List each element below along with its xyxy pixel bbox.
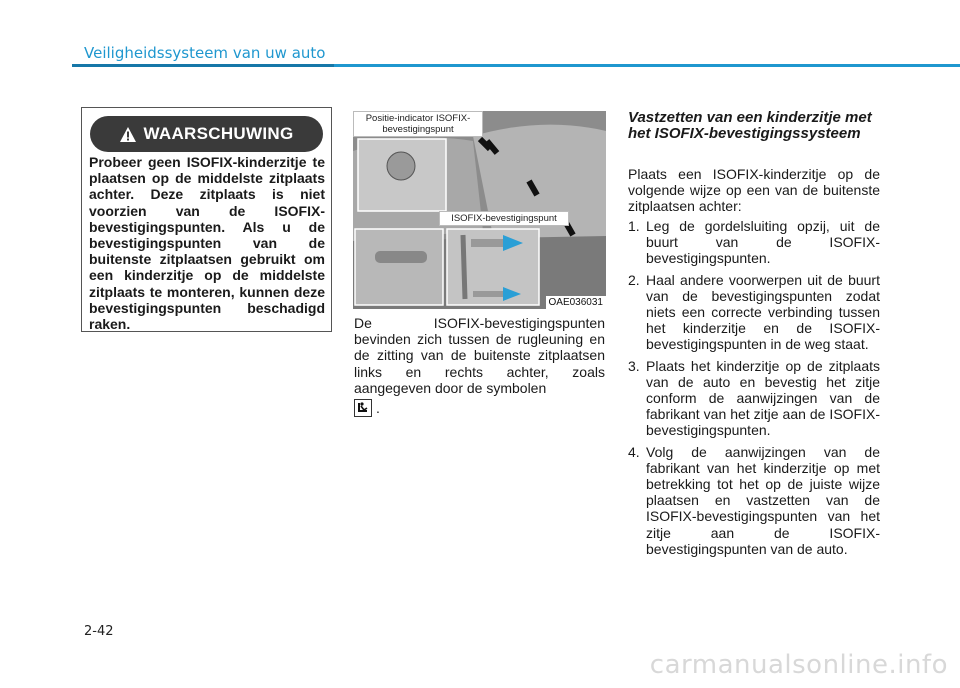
list-item <box>628 218 880 267</box>
section-header-title: Veiligheidssysteem van uw auto <box>84 44 326 62</box>
figure-code: OAE036031 <box>546 296 607 309</box>
isofix-child-seat-icon <box>354 399 372 417</box>
step-number: 2. <box>628 271 640 288</box>
step-number: 1. <box>628 218 640 234</box>
seat-illustration <box>353 111 606 309</box>
step-text: Volg de aanwijzingen van de fabrikant van het kinderzitje op met betrekking tot het op de juiste wijze plaatsen en vastzetten van de ISOFIX-bevestigingspunten van het zitje aan de ISOFIX-bevestigingspunten van de auto. <box>646 443 880 557</box>
warning-title: WAARSCHUWING <box>143 124 294 143</box>
step-text: Haal andere voorwerpen uit de buurt van de bevestigingspunten zodat niets een correcte verbinding tussen het kinderzitje en de ISOFIX-bevestigingspunten in de weg staat. <box>646 271 880 353</box>
figure-label-position-indicator: Positie-indicator ISOFIX-bevestigingspunt <box>353 111 483 137</box>
step-text: Plaats het kinderzitje op de zitplaats van de auto en bevestig het zitje conform de aanwijzingen van de fabrikant van het zitje aan de ISOFIX-bevestigingspunten. <box>646 357 880 439</box>
page-number: 2-42 <box>84 624 114 639</box>
step-text: Leg de gordelsluiting opzij, uit de buurt van de ISOFIX-bevestigingspunten. <box>646 218 880 267</box>
symbol-suffix: . <box>376 399 380 416</box>
watermark: carmanualsonline.info <box>649 650 948 680</box>
isofix-location-text: De ISOFIX-bevestigingspunten bevinden zich tussen de rugleuning en de zitting van de buitenste zitplaatsen links en rechts achter, zoals aangegeven door de symbolen <box>354 315 605 396</box>
list-item <box>628 272 880 353</box>
header-rule-accent <box>72 64 334 67</box>
section-intro: Plaats een ISOFIX-kinderzitje op de volgende wijze op een van de buitenste zitplaatsen achter: <box>628 166 880 215</box>
warning-header <box>90 116 323 152</box>
symbol-line <box>354 399 605 417</box>
installation-steps <box>628 218 880 562</box>
section-heading: Vastzetten van een kinderzitje met het ISOFIX-bevestigingssysteem <box>628 109 872 142</box>
figure-label-anchor: ISOFIX-bevestigingspunt <box>439 211 569 226</box>
list-item <box>628 444 880 557</box>
warning-box <box>81 107 332 332</box>
warning-text: Probeer geen ISOFIX-kinderzitje te plaatsen op de middelste zitplaats achter. Deze zitplaats is niet voorzien van de ISOFIX-bevestigingspunten. Als u de bevestigingspunten van de buitenste zitplaatsen gebruikt om een kinderzitje op de middelste zitplaats te monteren, kunnen deze bevestigingspunten beschadigd raken. <box>89 154 325 333</box>
step-number: 3. <box>628 357 640 374</box>
isofix-location-paragraph <box>354 315 605 417</box>
list-item <box>628 358 880 439</box>
warning-triangle-icon <box>120 127 136 142</box>
step-number: 4. <box>628 443 640 460</box>
isofix-figure <box>353 111 606 309</box>
